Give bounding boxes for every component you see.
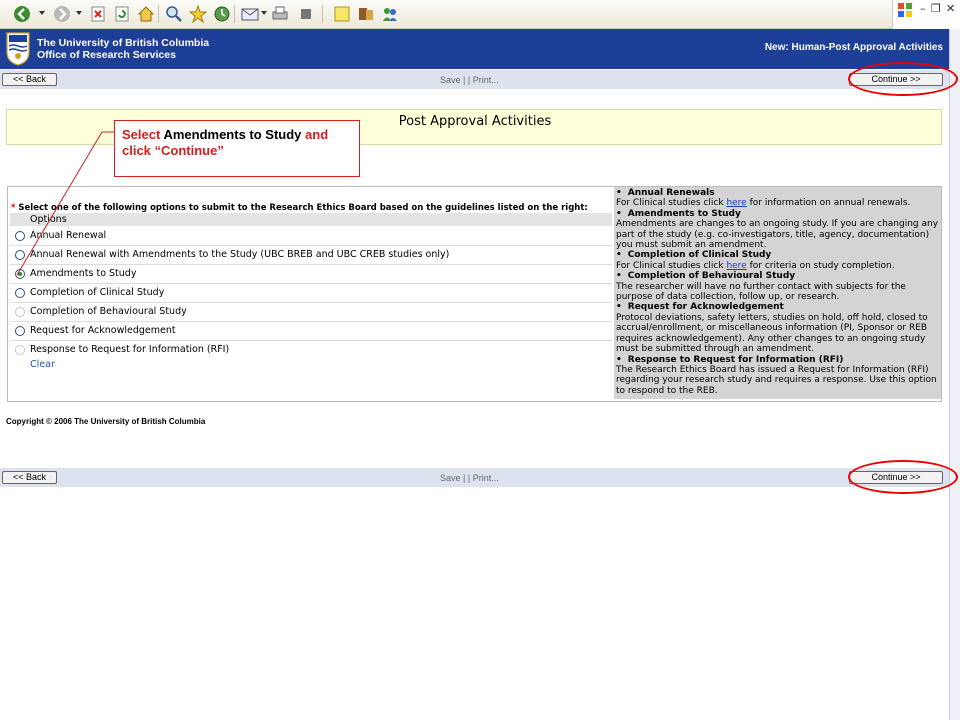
ubc-header: [0, 29, 949, 69]
option-label: Response to Request for Information (RFI): [30, 344, 230, 355]
windows-logo-icon: [897, 2, 913, 18]
radio-button-disabled: [15, 307, 25, 317]
clinical-completion-link[interactable]: here: [726, 260, 747, 271]
callout-continue-text: and click “Continue”: [122, 127, 329, 158]
required-mark: *: [11, 203, 16, 213]
radio-button[interactable]: [15, 231, 25, 241]
radio-button[interactable]: [15, 288, 25, 298]
ubc-title: [37, 37, 209, 61]
forward-dropdown-icon[interactable]: [76, 11, 82, 15]
guide-clinical-title: • Completion of Clinical Study: [616, 250, 939, 260]
guide-clinical-text: [616, 261, 939, 271]
option-label: Amendments to Study: [30, 268, 137, 279]
option-completion-behavioural: [10, 303, 612, 322]
instruction-callout: [114, 120, 360, 177]
favorites-star-icon[interactable]: [188, 4, 208, 24]
office-name: Office of Research Services: [37, 49, 176, 61]
toolbar-separator: [322, 5, 323, 23]
guide-clinical-post: for criteria on study completion.: [746, 260, 895, 271]
stop-icon[interactable]: [88, 4, 108, 24]
bottom-action-bar: [0, 468, 949, 487]
forward-arrow-icon[interactable]: [52, 4, 72, 24]
guide-ack-title: • Request for Acknowledgement: [616, 302, 939, 312]
continue-highlight-circle: [848, 460, 958, 494]
option-label: Annual Renewal: [30, 230, 107, 241]
option-label: Completion of Behavioural Study: [30, 306, 187, 317]
form-prompt: [11, 203, 588, 213]
back-button[interactable]: << Back: [2, 471, 57, 484]
prompt-text: Select one of the following options to submit to the Research Ethics Board based on the guidelines listed on the right:: [18, 203, 588, 213]
option-request-acknowledgement[interactable]: [10, 322, 612, 341]
guide-behav-title: • Completion of Behavioural Study: [616, 271, 939, 281]
guide-annual-post: for information on annual renewals.: [746, 198, 911, 209]
edit-icon[interactable]: [296, 4, 316, 24]
guide-annual-title: • Annual Renewals: [616, 188, 939, 198]
mail-icon[interactable]: [240, 4, 260, 24]
continue-button[interactable]: Continue >>: [849, 471, 943, 484]
guide-ack-text: Protocol deviations, safety letters, studies on hold, off hold, closed to accrual/enrollment, or miscellaneous information (PI, Sponsor or REB requires acknowledgement). Any other changes to an ongoing study must be submitted through an amendment.: [616, 312, 928, 355]
print-icon[interactable]: [270, 4, 290, 24]
radio-button[interactable]: [15, 250, 25, 260]
options-header: [10, 213, 612, 226]
minimize-icon[interactable]: –: [920, 2, 926, 15]
guide-amend-title: • Amendments to Study: [616, 209, 939, 219]
option-response-rfi: [10, 341, 612, 360]
home-icon[interactable]: [136, 4, 156, 24]
guidelines-panel: [614, 187, 941, 399]
back-dropdown-icon[interactable]: [39, 11, 45, 15]
radio-button-selected[interactable]: [15, 269, 25, 279]
guide-annual-text: [616, 198, 939, 208]
vertical-scrollbar[interactable]: [949, 29, 960, 720]
option-label: Annual Renewal with Amendments to the Study (UBC BREB and UBC CREB studies only): [30, 249, 450, 260]
note-icon[interactable]: [332, 4, 352, 24]
guide-amend-text: Amendments are changes to an ongoing study. If you are changing any part of the study (e.g. co-investigators, title, agency, documentation) you must submit an amendment.: [616, 219, 939, 251]
annual-renewals-link[interactable]: here: [726, 198, 747, 209]
continue-button[interactable]: Continue >>: [849, 73, 943, 86]
ubc-crest-logo: [6, 32, 30, 66]
toolbar-separator: [158, 5, 159, 23]
option-amendments-to-study[interactable]: [10, 265, 612, 284]
section-title: Post Approval Activities: [398, 114, 552, 129]
radio-button[interactable]: [15, 326, 25, 336]
options-header-label: Options: [30, 214, 67, 225]
guide-rfi-title: • Response to Request for Information (RFI): [616, 355, 939, 365]
header-page-title: New: Human-Post Approval Activities: [764, 42, 943, 53]
mail-dropdown-icon[interactable]: [261, 11, 267, 15]
guide-behav-text: The researcher will have no further contact with subjects for the purpose of data collection, follow up, or research.: [616, 281, 906, 303]
option-label: Request for Acknowledgement: [30, 325, 176, 336]
options-form: [7, 186, 942, 402]
window-controls: [892, 0, 960, 29]
option-completion-clinical[interactable]: [10, 284, 612, 303]
history-icon[interactable]: [212, 4, 232, 24]
close-icon[interactable]: ✕: [946, 2, 956, 15]
save-print-links[interactable]: Save | | Print...: [440, 473, 499, 483]
radio-button-disabled: [15, 345, 25, 355]
option-label: Completion of Clinical Study: [30, 287, 165, 298]
save-print-links[interactable]: Save | | Print...: [440, 75, 499, 85]
callout-select-text: Select: [122, 127, 161, 142]
guide-clinical-pre: For Clinical studies click: [616, 260, 727, 271]
browser-toolbar: [0, 0, 960, 29]
callout-option-text: Amendments to Study: [163, 127, 302, 142]
clear-link[interactable]: Clear: [30, 359, 55, 370]
refresh-icon[interactable]: [112, 4, 132, 24]
continue-highlight-circle: [848, 62, 958, 96]
guide-rfi-text: The Research Ethics Board has issued a Request for Information (RFI) regarding your research study and requires a response. Use this option to respond to the REB.: [616, 364, 937, 396]
restore-icon[interactable]: ❐: [931, 2, 941, 15]
back-arrow-icon[interactable]: [12, 4, 32, 24]
option-annual-renewal[interactable]: [10, 227, 612, 246]
research-icon[interactable]: [356, 4, 376, 24]
option-annual-renewal-amendments[interactable]: [10, 246, 612, 265]
toolbar-separator: [234, 5, 235, 23]
guide-annual-pre: For Clinical studies click: [616, 198, 727, 209]
copyright-text: Copyright © 2006 The University of British Columbia: [6, 417, 206, 426]
university-name: The University of British Columbia: [37, 37, 210, 49]
back-button[interactable]: << Back: [2, 73, 57, 86]
search-icon[interactable]: [164, 4, 184, 24]
messenger-icon[interactable]: [380, 4, 400, 24]
top-action-bar: [0, 70, 949, 89]
